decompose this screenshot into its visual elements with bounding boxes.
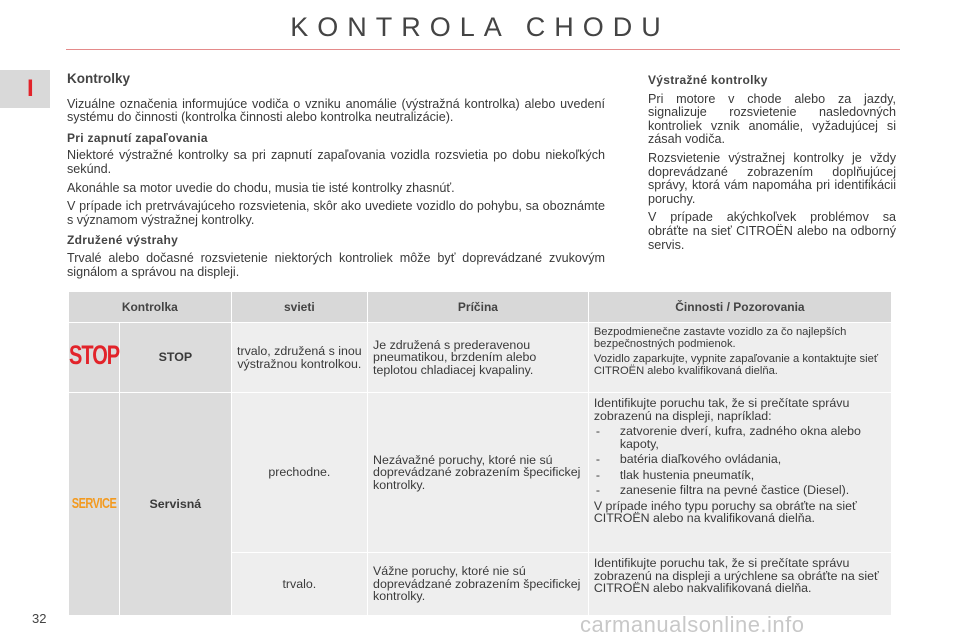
combined-heading: Združené výstrahy [67,233,179,248]
page-title: KONTROLA CHODU [290,12,670,42]
list-item: - tlak hustenia pneumatík, [594,469,886,482]
service-state-permanent: trvalo. [231,553,367,616]
list-item: - zatvorenie dverí, kufra, zadného okna alebo kapoty, [594,425,886,450]
right-column [648,72,896,257]
watermark: carmanualsonline.info [580,612,805,637]
stop-label: STOP [120,323,232,393]
ignition-paragraph-1: Niektoré výstražné kontrolky sa pri zapnutí zapaľovania vozidla rozsvietia po dobu niekoľkých sekúnd. [67,148,605,176]
service-cause-permanent: Vážne poruchy, ktoré nie sú doprevádzané zobrazením špecifickej kontrolky. [368,553,589,616]
stop-action [588,323,891,393]
title-divider [66,49,900,50]
service-label: Servisná [120,393,232,616]
stop-cause: Je združená s prederavenou pneumatikou, brzdením alebo teplotou chladiacej kvapaliny. [368,323,589,393]
table-row-service-temporary [69,393,892,553]
service-icon-cell [69,393,120,616]
stop-state: trvalo, združená s inou výstražnou kontrolkou. [231,323,367,393]
ignition-heading: Pri zapnutí zapaľovania [67,130,208,145]
table-row-stop [69,323,892,393]
service-action-list [594,425,886,497]
stop-icon-cell [69,323,120,393]
warning-lights-table [68,291,892,616]
stop-warning-icon: STOP [69,341,120,372]
warning-paragraph-2: Rozsvietenie výstražnej kontrolky je vždy doprevádzané zobrazením doplňujúcej správy, ktorá vám napomáha pri identifikácii poruchy. [648,150,896,206]
header-cinnosti: Činnosti / Pozorovania [588,292,891,323]
service-cause-temporary: Nezávažné poruchy, ktoré nie sú doprevádzané zobrazením špecifickej kontrolky. [368,393,589,553]
list-item: - batéria diaľkového ovládania, [594,453,886,466]
header-svieti: svieti [231,292,367,323]
header-kontrolka: Kontrolka [69,292,232,323]
page-number: 32 [32,611,47,626]
service-action-permanent: Identifikujte poruchu tak, že si prečítate správu zobrazenú na displeji a urýchlene sa obráťte na sieť CITROËN alebo nakvalifikovaná dielňa. [588,553,891,616]
section-heading-kontrolky: Kontrolky [67,71,131,86]
list-item: - zanesenie filtra na pevné častice (Diesel). [594,484,886,497]
left-column [67,72,605,284]
ignition-paragraph-2: Akonáhle sa motor uvedie do chodu, musia tie isté kontrolky zhasnúť. [67,180,455,195]
chapter-tab [0,70,50,108]
service-action-outro: V prípade iného typu poruchy sa obráťte na sieť CITROËN alebo na kvalifikovaná dielňa. [593,498,857,525]
service-warning-icon: SERVICE [71,496,117,512]
combined-paragraph: Trvalé alebo dočasné rozsvietenie niektorých kontroliek môže byť doprevádzané zvukovým signálom a správou na displeji. [67,250,605,279]
intro-paragraph: Vizuálne označenia informujúce vodiča o vzniku anomálie (výstražná kontrolka) alebo uvedení systému do činnosti (kontrolka činnosti alebo kontrolka neutralizácie). [67,96,605,125]
ignition-paragraph-3: V prípade ich pretrvávajúceho rozsvietenia, skôr ako uvediete vozidlo do pohybu, sa oboznámte s významom výstražnej kontrolky. [67,199,605,227]
service-action-temporary [588,393,891,553]
stop-action-2: Vozidlo zaparkujte, vypnite zapaľovanie a kontaktujte sieť CITROËN alebo kvalifikovaná dielňa. [593,353,879,377]
warning-lights-heading: Výstražné kontrolky [648,73,768,87]
header-pricina: Príčina [368,292,589,323]
stop-action-1: Bezpodmienečne zastavte vozidlo za čo najlepších bezpečnostných podmienok. [593,326,847,350]
warning-paragraph-3: V prípade akýchkoľvek problémov sa obráťte na sieť CITROËN alebo na odborný servis. [648,210,896,252]
service-action-intro: Identifikujte poruchu tak, že si prečítate správu zobrazenú na displeji, napríklad: [593,396,850,423]
table-header-row [69,292,892,323]
service-state-temporary: prechodne. [231,393,367,553]
warning-paragraph-1: Pri motore v chode alebo za jazdy, signalizuje rozsvietenie nasledovných kontroliek vznik anomálie, vyžadujúcej si zásah vodiča. [648,91,896,147]
chapter-label: I [27,75,34,102]
